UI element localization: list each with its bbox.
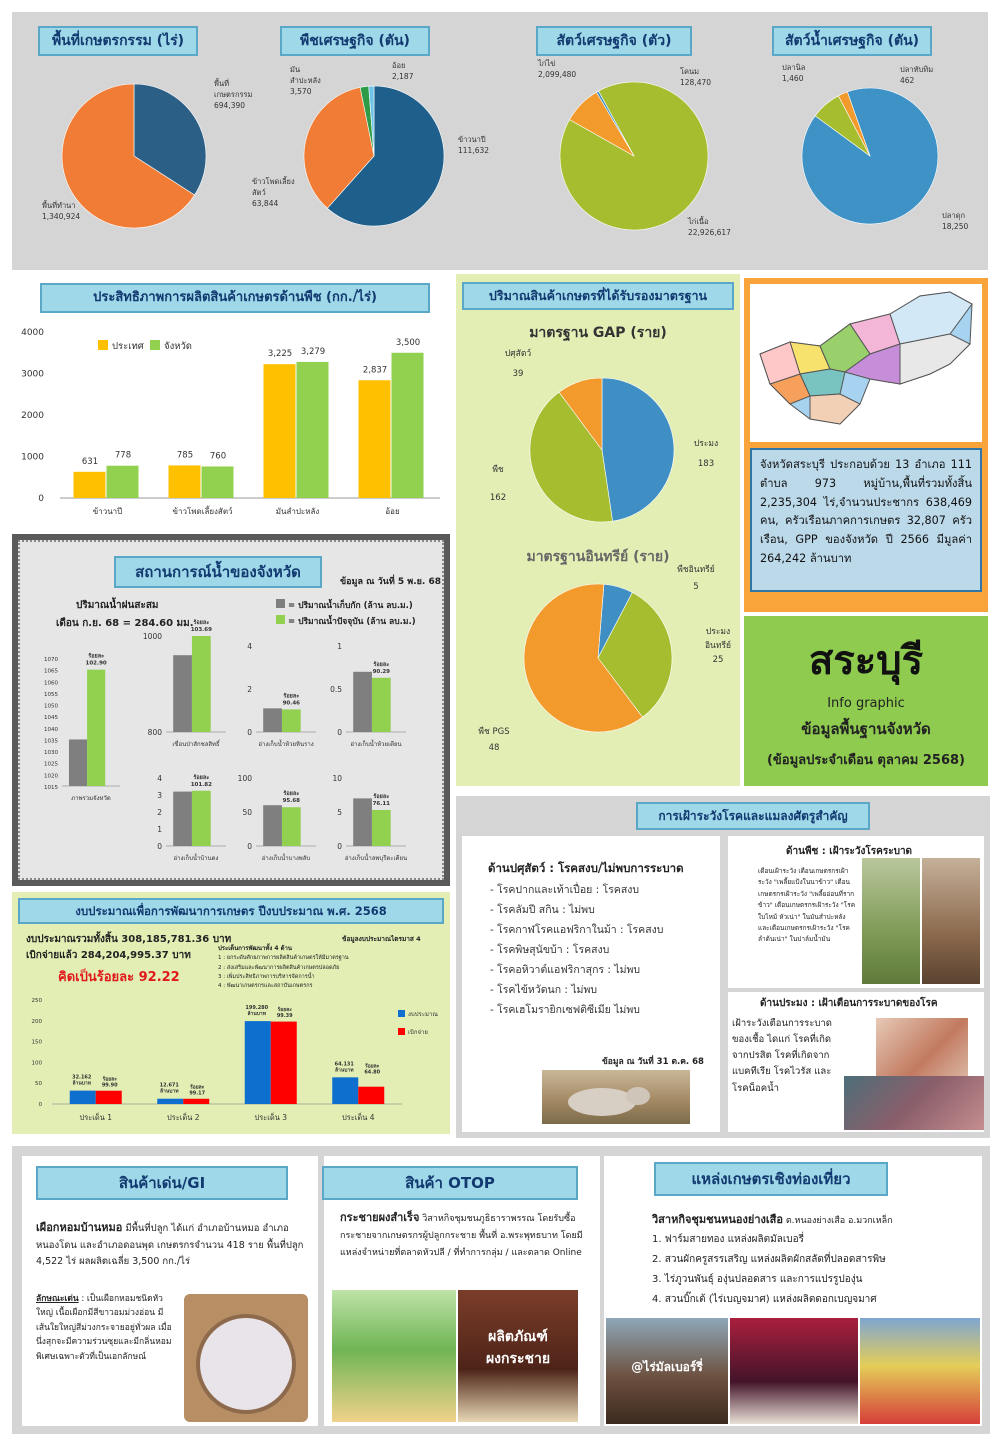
- water-cur-bar: [87, 670, 105, 786]
- budget-legend-swatch: [398, 1028, 405, 1035]
- budget-ytick: 250: [31, 998, 42, 1004]
- eff-bar-label: 2,837: [362, 365, 388, 376]
- livestock-title: ด้านปศุสัตว์ : โรคสงบ/ไม่พบการระบาด: [488, 861, 684, 875]
- eff-bar: [297, 362, 329, 498]
- issue-4: 4 : พัฒนาเกษตรกรและสถาบันเกษตรกร: [218, 983, 313, 990]
- pie1-title: พื้นที่เกษตรกรรม (ไร่): [38, 26, 198, 56]
- top-pie-label: มันสำปะหลัง 3,570: [290, 65, 321, 96]
- eff-ytick: 1000: [21, 452, 44, 463]
- eff-ytick: 0: [38, 494, 44, 504]
- water-pct-label: ร้อยละ 102.90: [85, 653, 107, 667]
- province-info-text: จังหวัดสระบุรี ประกอบด้วย 13 อำเภอ 111 ตำบล 973 หมู่บ้าน,พื้นที่รวมทั้งสิ้น 2,235,304 ไร่,จำนวนประชากร 638,469 คน, ครัวเรือนภาคการเกษตร 32,807 ครัวเรือน, GPP ของจังหวัด ปี 2566 มีมูลค่า 264,242 ล้านบาท: [760, 458, 972, 566]
- water-ytick: 800: [147, 728, 162, 737]
- eff-bar-label: 760: [209, 451, 227, 462]
- top-pie-label: ข้าวโพดเลี้ยงสัตว์ 63,844: [252, 177, 295, 208]
- top-pies-panel: [12, 12, 988, 270]
- gi-title: สินค้าเด่น/GI: [36, 1166, 288, 1200]
- water-cap-bar: [263, 805, 282, 846]
- budget-chart: [12, 892, 450, 1134]
- eff-xtick: อ้อย: [385, 507, 400, 516]
- efficiency-title: ประสิทธิภาพการผลิตสินค้าเกษตรด้านพืช (กก./ไร่): [40, 283, 430, 313]
- budget-bar: [271, 1022, 297, 1104]
- top-pie-label: ไก่เนื้อ 22,926,617: [688, 217, 731, 237]
- issue-2: 2 : ส่งเสริมและพัฒนาการผลิตสินค้าเกษตรปลอดภัย: [218, 964, 340, 971]
- organic-label: พืช PGS 48: [478, 727, 510, 753]
- livestock-item: - โรคเฮโมรายิกเซฟติซีเมีย ไม่พบ: [490, 1004, 640, 1016]
- eff-bar-label: 778: [114, 450, 132, 461]
- water-ytick: 1030: [44, 750, 58, 757]
- water-pct-label: ร้อยละ 95.68: [282, 791, 301, 805]
- tour-item: 2. สวนผักครูสรรเสริญ แหล่งผลิตผักสลัดที่ปลอดสารพิษ: [652, 1254, 886, 1265]
- gi-char-head: ลักษณะเด่น: [36, 1294, 79, 1304]
- taro-photo: [184, 1294, 308, 1422]
- water-ytick: 50: [242, 808, 252, 817]
- water-ytick: 0: [337, 728, 342, 737]
- water-ytick: 1035: [44, 738, 58, 745]
- gap-label: ปศุสัตว์ 39: [504, 349, 532, 379]
- budget-xtick: ประเด็น 3: [254, 1113, 288, 1122]
- efficiency-chart: [12, 316, 448, 528]
- eff-bar-label: 3,500: [395, 337, 421, 348]
- gap-label: พืช 162: [489, 465, 507, 503]
- fish-text: เฝ้าระวังเตือนการระบาดของเชื้อ ไดแก่ โรคที่เกิดจากปรสิต โรคที่เกิดจากแบคทีเรีย โรคไวรัส และโรคน็อคน้ำ: [732, 1018, 832, 1094]
- tour-item: 1. ฟาร์มสายทอง แหล่งผลิตมัลเบอรี่: [652, 1234, 805, 1245]
- top-pie-label: ปลานิล 1,460: [782, 63, 806, 83]
- water-cur-bar: [192, 636, 211, 732]
- tour-list: [652, 1230, 886, 1310]
- province-name: สระบุรี: [808, 638, 924, 684]
- water-panel: [12, 534, 450, 886]
- eff-legend-swatch: [98, 340, 108, 350]
- budget-ytick: 150: [31, 1039, 42, 1046]
- water-pct-label: ร้อยละ 76.11: [372, 793, 391, 807]
- livestock-item: - โรคกาฬโรคแอฟริกาในม้า : โรคสงบ: [490, 924, 664, 936]
- efficiency-panel: [12, 278, 448, 530]
- otop-desc: วิสาหกิจชุมชนภูธิธาราพรรณ โดยรับซื้อกระชายจากเกษตรกรผู้ปลูกกระชาย พื้นที่ อ.พระพุทธบาท โดยมีแหล่งจำหน่ายที่ตลาดหัวปลี / ที่ทำการกลุ่ม / และตลาด Online: [340, 1214, 583, 1258]
- disease-panel: [456, 796, 990, 1138]
- organic-title: มาตรฐานอินทรีย์ (ราย): [526, 549, 670, 565]
- eff-bar: [359, 380, 391, 498]
- water-ytick: 0: [247, 842, 252, 851]
- standards-charts: [456, 274, 740, 786]
- water-cap-bar: [173, 655, 192, 732]
- budget-ytick: 0: [38, 1102, 42, 1108]
- plant-photo-2: [922, 858, 980, 984]
- province-info: [750, 448, 982, 592]
- gi-char-desc: : เป็นเผือกหอมชนิดหัวใหญ่ เนื้อเผือกมีสีขาวอมม่วงอ่อน มีเส้นใยใหญ่สีม่วงกระจายอยู่ทั่วผล เมื่อนึ่งสุกจะมีความร่วนซุยและมีกลิ่นหอมพิเศษเฉพาะตัวที่เป็นเอกลักษณ์: [36, 1294, 172, 1362]
- water-cap-bar: [263, 708, 282, 732]
- budget-bar-label: 32.162 ล้านบาท: [72, 1074, 92, 1087]
- gi-text: [36, 1218, 308, 1271]
- water-ytick: 0: [157, 842, 162, 851]
- infographic-label: Info graphic: [827, 696, 905, 711]
- budget-pct-label: ร้อยละ 99.17: [189, 1084, 206, 1097]
- water-xtick: อ่างเก็บน้ำห้วยเตียน: [350, 741, 402, 748]
- otop-title: สินค้า OTOP: [322, 1166, 578, 1200]
- water-cap-bar: [353, 798, 372, 846]
- eff-legend-label: จังหวัด: [164, 341, 192, 352]
- eff-legend-swatch: [150, 340, 160, 350]
- water-ytick: 1000: [142, 632, 162, 641]
- plant-text: เดือนเฝ้าระวัง เตือนเกษตรกรเฝ้าระวัง "เพลี้ยแป้งในนาข้าว" เตือนเกษตรกรเฝ้าระวัง "เพลี้ยอ่อนที่รากข้าว" เตือนเกษตรกรเฝ้าระวัง "โรคใบไหม้ หัวเน่า" ในมันสำปะหลัง และเตือนเกษตรกรเฝ้าระวัง "โรคลำต้นเน่า" ในปาล์มน้ำมัน: [758, 867, 856, 944]
- province-name-panel: [744, 616, 988, 786]
- budget-panel: [12, 892, 450, 1134]
- eff-bar-label: 785: [176, 450, 194, 461]
- province-panel: [744, 278, 988, 612]
- organic-label: ประมงอินทรีย์ 25: [704, 627, 732, 665]
- livestock-list: [490, 880, 663, 1020]
- tour-item: 3. ไร่ภูวนพันธุ์ องุ่นปลอดสาร และการแปรรูปองุ่น: [652, 1274, 863, 1285]
- taro-icon: [184, 1294, 308, 1422]
- eff-bar: [392, 353, 424, 498]
- budget-bar: [96, 1091, 122, 1104]
- budget-total: งบประมาณรวมทั้งสิ้น 308,185,781.36 บาท: [26, 934, 232, 945]
- province-subtitle: ข้อมูลพื้นฐานจังหวัด: [801, 720, 931, 738]
- top-pie-label: อ้อย 2,187: [392, 61, 414, 81]
- water-cap-bar: [353, 672, 372, 732]
- budget-bar: [332, 1077, 358, 1104]
- legend-cap-label: = ปริมาณน้ำเก็บกัก (ล้าน ลบ.ม.): [288, 601, 413, 611]
- budget-ytick: 100: [31, 1060, 42, 1067]
- water-ytick: 1020: [44, 773, 58, 780]
- water-ytick: 4: [247, 642, 252, 651]
- standards-panel: [456, 274, 740, 786]
- water-cur-bar: [192, 791, 211, 846]
- water-ytick: 1065: [44, 668, 58, 675]
- livestock-item: - โรคลัมปี สกิน : ไม่พบ: [490, 904, 595, 916]
- buffalo-photo: [542, 1070, 690, 1124]
- tour-head: วิสาหกิจชุมชนหนองย่างเสือ: [652, 1213, 783, 1226]
- budget-bar: [245, 1021, 271, 1104]
- water-xtick: อ่างเก็บน้ำลพบุรีตะเคียน: [344, 855, 408, 862]
- water-ytick: 5: [337, 808, 342, 817]
- budget-bar: [183, 1099, 209, 1104]
- livestock-item: - โรคอหิวาต์แอฟริกาสุกร : ไม่พบ: [490, 964, 641, 976]
- otop-photo-1: [332, 1290, 456, 1422]
- map-shape: [750, 284, 982, 442]
- budget-ytick: 50: [35, 1081, 42, 1088]
- budget-pct-label: ร้อยละ 99.39: [276, 1007, 293, 1020]
- water-ytick: 4: [157, 774, 162, 783]
- water-ytick: 3: [157, 791, 162, 800]
- water-pct-label: ร้อยละ 90.46: [282, 693, 301, 707]
- water-ytick: 10: [332, 774, 342, 783]
- gap-title: มาตรฐาน GAP (ราย): [529, 325, 667, 341]
- water-xtick: อ่างเก็บน้ำบ้านดง: [173, 855, 219, 862]
- water-ytick: 1: [337, 642, 342, 651]
- water-date: ข้อมูล ณ วันที่ 5 พ.ย. 68: [340, 577, 441, 587]
- pie3-title: สัตว์เศรษฐกิจ (ตัว): [536, 26, 692, 56]
- otop-photo-caption: ผลิตภัณฑ์ ผงกระชาย: [485, 1329, 551, 1367]
- pie4-title: สัตว์น้ำเศรษฐกิจ (ตัน): [772, 26, 932, 56]
- budget-title: งบประมาณเพื่อการพัฒนาการเกษตร ปีงบประมาณ พ.ศ. 2568: [18, 898, 444, 924]
- budget-bar: [358, 1087, 384, 1104]
- top-pies-chart: [12, 12, 988, 270]
- eff-ytick: 4000: [21, 328, 44, 338]
- budget-bar-label: 64.131 ล้านบาท: [334, 1061, 354, 1074]
- top-pie-label: ข้าวนาปี 111,632: [458, 135, 490, 155]
- water-ytick: 0: [247, 728, 252, 737]
- water-cur-bar: [372, 678, 391, 732]
- buffalo-icon: [542, 1070, 690, 1124]
- livestock-item: - โรคไข้หวัดนก : ไม่พบ: [490, 984, 598, 996]
- otop-text: [340, 1208, 592, 1262]
- top-pie-label: พื้นที่เกษตรกรรม 694,390: [214, 79, 253, 110]
- water-pct-label: ร้อยละ 103.69: [190, 620, 212, 633]
- budget-bar-label: 199.280 ล้านบาท: [245, 1005, 269, 1018]
- fish-photo-2: [844, 1076, 984, 1130]
- rain-value: เดือน ก.ย. 68 = 284.60 มม.: [56, 618, 194, 629]
- eff-xtick: มันสำปะหลัง: [275, 507, 320, 516]
- water-xtick: อ่างเก็บน้ำห้วยหินราง: [258, 741, 314, 748]
- water-pct-label: ร้อยละ 90.29: [372, 661, 391, 675]
- province-map: [750, 284, 982, 442]
- eff-xtick: ข้าวโพดเลี้ยงสัตว์: [172, 507, 233, 516]
- issue-3: 3 : เพิ่มประสิทธิภาพการบริหารจัดการน้ำ: [218, 973, 315, 980]
- budget-ytick: 200: [31, 1018, 42, 1025]
- eff-ytick: 2000: [21, 411, 44, 421]
- otop-photo-2: [458, 1290, 578, 1422]
- water-cap-bar: [69, 739, 87, 786]
- budget-xtick: ประเด็น 4: [341, 1113, 375, 1122]
- eff-bar-label: 631: [81, 456, 99, 467]
- otop-head: กระชายผงสำเร็จ: [340, 1211, 420, 1224]
- standards-title: ปริมาณสินค้าเกษตรที่ได้รับรองมาตรฐาน: [462, 282, 734, 310]
- rain-title: ปริมาณน้ำฝนสะสม: [76, 600, 159, 611]
- legend-cur-label: = ปริมาณน้ำปัจจุบัน (ล้าน ลบ.ม.): [288, 617, 416, 627]
- water-xtick: เขื่อนป่าสักชลสิทธิ์: [172, 741, 220, 748]
- budget-pct-label: ร้อยละ 64.80: [364, 1063, 381, 1076]
- budget-note: ข้อมูลงบประมาณไตรมาส 4: [342, 935, 421, 943]
- water-title: สถานการณ์น้ำของจังหวัด: [114, 556, 322, 588]
- water-ytick: 1060: [44, 680, 58, 687]
- water-ytick: 1070: [44, 657, 58, 663]
- gi-head: เผือกหอมบ้านหมอ: [36, 1221, 123, 1234]
- tour-photo-3: [860, 1318, 980, 1424]
- budget-legend-swatch: [398, 1010, 405, 1017]
- plant-title: ด้านพืช : เฝ้าระวังโรคระบาด: [786, 846, 913, 857]
- top-pie-label: ปลาดุก 18,250: [942, 211, 969, 231]
- tour-photo-caption: @ไร่มัลเบอร์รี่: [631, 1360, 703, 1374]
- gi-char: [36, 1292, 178, 1364]
- province-period: (ข้อมูลประจำเดือน ตุลาคม 2568): [766, 753, 966, 768]
- eff-bar: [74, 472, 106, 498]
- budget-xtick: ประเด็น 2: [166, 1113, 200, 1122]
- water-ytick: 1045: [44, 715, 58, 722]
- organic-label: พืชอินทรีย์ 5: [677, 565, 715, 592]
- water-cur-bar: [282, 709, 301, 732]
- eff-bar: [264, 364, 296, 498]
- top-pie-label: ปลาทับทิม 462: [900, 65, 934, 85]
- eff-bar: [202, 466, 234, 498]
- water-ytick: 1: [157, 825, 162, 834]
- water-ytick: 2: [247, 685, 252, 694]
- eff-bar: [107, 466, 139, 498]
- water-charts: [12, 534, 450, 886]
- tour-head-line: [652, 1210, 893, 1228]
- gap-label: ประมง 183: [693, 439, 719, 469]
- budget-bar: [70, 1091, 96, 1104]
- gi-desc: มีพื้นที่ปลูก ได้แก่ อำเภอบ้านหมอ อำเภอหนองโดน และอำเภอดอนพุด เกษตรกรจำนวน 418 ราย พื้นที่ปลูก 4,522 ไร่ ผลผลิตเฉลี่ย 3,500 กก./ไร่: [36, 1223, 304, 1268]
- water-cap-bar: [173, 792, 192, 846]
- budget-legend-label: งบประมาณ: [408, 1011, 438, 1018]
- tour-title: แหล่งเกษตรเชิงท่องเที่ยว: [654, 1162, 888, 1196]
- gap-pie-slice: [602, 378, 674, 521]
- livestock-item: - โรคปากและเท้าเปื่อย : โรคสงบ: [490, 884, 640, 896]
- issues-title: ประเด็นการพัฒนาทั้ง 4 ด้าน: [218, 945, 292, 952]
- eff-bar-label: 3,279: [300, 346, 326, 357]
- water-xtick: อ่างเก็บน้ำบางพลับ: [261, 855, 311, 862]
- budget-xtick: ประเด็น 1: [79, 1113, 113, 1122]
- budget-bar: [157, 1099, 183, 1104]
- fish-title: ด้านประมง : เฝ้าเตือนการระบาดของโรค: [760, 998, 938, 1009]
- budget-pct: คิดเป็นร้อยละ 92.22: [58, 970, 180, 985]
- budget-legend-label: เบิกจ่าย: [408, 1029, 428, 1036]
- bottom-panel: [12, 1146, 990, 1434]
- tour-photo-2: [730, 1318, 858, 1424]
- top-pie-label: โคนม 128,470: [680, 67, 712, 87]
- livestock-date: ข้อมูล ณ วันที่ 31 ต.ค. 68: [602, 1057, 704, 1067]
- water-ytick: 2: [157, 808, 162, 817]
- water-ytick: 1015: [44, 785, 58, 791]
- eff-ytick: 3000: [21, 369, 44, 380]
- water-xtick: ภาพรวมจังหวัด: [71, 795, 111, 802]
- issue-1: 1 : ยกระดับศักยภาพการผลิตสินค้าเกษตรให้มีมาตรฐาน: [218, 955, 349, 962]
- water-ytick: 0.5: [330, 685, 342, 694]
- water-ytick: 0: [337, 842, 342, 851]
- water-cur-bar: [372, 810, 391, 846]
- eff-bar-label: 3,225: [267, 349, 293, 360]
- eff-bar: [169, 465, 201, 498]
- disease-title: การเฝ้าระวังโรคและแมลงศัตรูสำคัญ: [636, 802, 870, 830]
- plant-photo-1: [862, 858, 920, 984]
- eff-xtick: ข้าวนาปี: [92, 507, 123, 516]
- budget-bar-label: 12.671 ล้านบาท: [159, 1082, 179, 1095]
- water-pct-label: ร้อยละ 101.82: [190, 774, 212, 788]
- tour-photo-1: [606, 1318, 728, 1424]
- budget-spent: เบิกจ่ายแล้ว 284,204,995.37 บาท: [26, 950, 191, 961]
- water-ytick: 1040: [44, 726, 58, 733]
- water-ytick: 1050: [44, 703, 58, 710]
- pie2-title: พืชเศรษฐกิจ (ตัน): [280, 26, 430, 56]
- fish-photo-1: [876, 1018, 968, 1076]
- water-ytick: 100: [237, 774, 252, 783]
- eff-legend-label: ประเทศ: [112, 341, 144, 352]
- water-cur-bar: [282, 807, 301, 846]
- budget-pct-label: ร้อยละ 99.90: [101, 1076, 118, 1089]
- tour-location: ต.หนองย่างเสือ อ.มวกเหล็ก: [782, 1216, 893, 1226]
- top-pie-label: พื้นที่ทำนา 1,340,924: [42, 201, 81, 221]
- tour-item: 4. สวนบิ๊กเต้ (ไร่เบญจมาศ) แหล่งผลิตดอกเบญจมาศ: [652, 1294, 877, 1305]
- water-ytick: 1055: [44, 691, 58, 698]
- livestock-item: - โรคพิษสุนัขบ้า : โรคสงบ: [490, 944, 610, 956]
- top-pie-label: ไก่ไข่ 2,099,480: [538, 59, 577, 79]
- water-ytick: 1025: [44, 761, 58, 768]
